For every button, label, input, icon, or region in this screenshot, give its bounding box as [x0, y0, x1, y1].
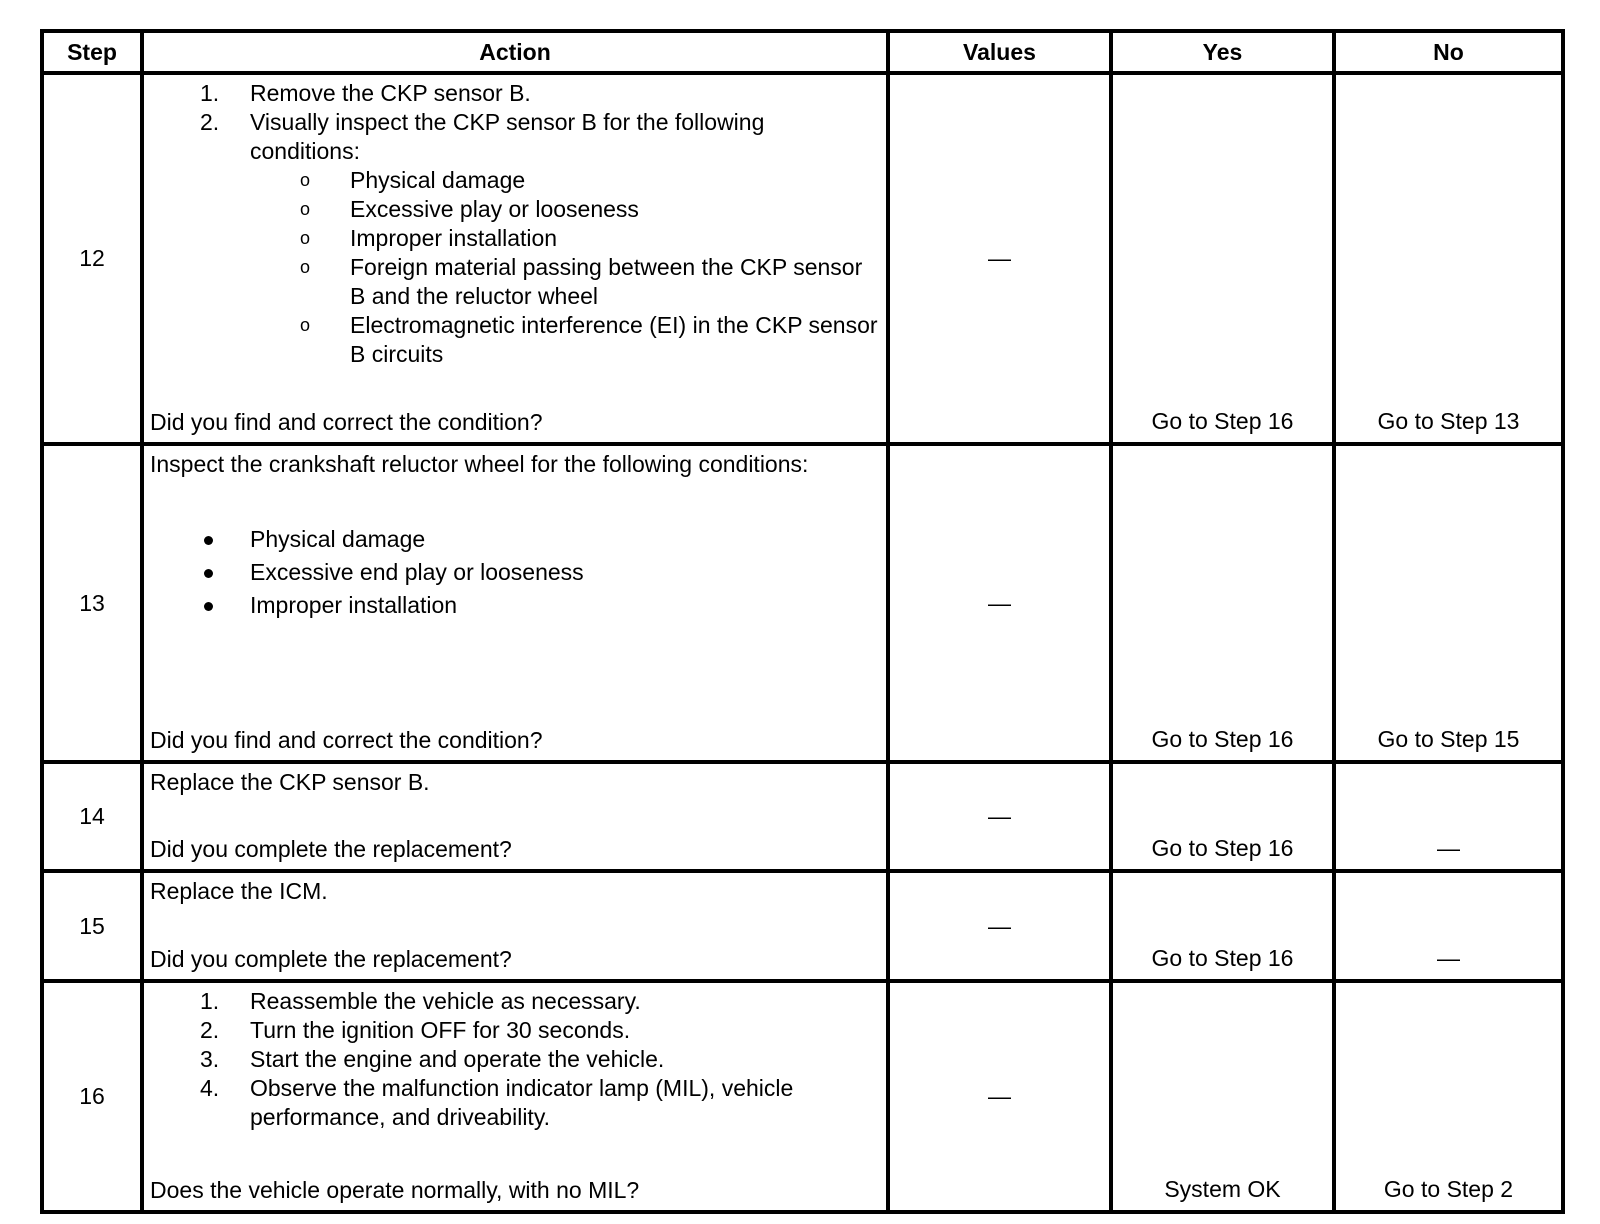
list-item: 2. Turn the ignition OFF for 30 seconds. [200, 1017, 631, 1044]
yes-cell: Go to Step 16 [1111, 444, 1334, 762]
table-row [42, 444, 1563, 762]
intro-text: Inspect the crankshaft reluctor wheel for the following conditions: [150, 451, 809, 478]
intro-text: Replace the CKP sensor B. [150, 769, 430, 796]
diagnostic-table [40, 29, 1565, 1214]
values-cell: — [888, 871, 1111, 981]
values-cell: — [888, 762, 1111, 871]
question-text: Does the vehicle operate normally, with no MIL? [150, 1177, 640, 1203]
sub-list-item: o Improper installation [300, 225, 558, 251]
question-text: Did you find and correct the condition? [150, 409, 543, 436]
action-cell [142, 762, 888, 871]
action-cell [142, 871, 888, 981]
list-item: 3. Start the engine and operate the vehicle. [200, 1046, 665, 1073]
list-item: 4. Observe the malfunction indicator lamp (MIL), vehicle performance, and driveability. [200, 1075, 794, 1131]
header-values: Values [888, 31, 1111, 73]
no-cell: Go to Step 15 [1334, 444, 1563, 762]
list-item: 2. Visually inspect the CKP sensor B for the following conditions: o Physical damage o Excessive play or looseness o Improper installation o Foreign material passing between the CKP sensor B and the reluctor wheel o Electromagnetic interference (EI) in the CKP sensor B circuits [150, 108, 880, 369]
list-item: Excessive end play or looseness [150, 556, 880, 589]
action-cell [142, 444, 888, 762]
action-cell [142, 981, 888, 1212]
list-item: Improper installation [150, 589, 880, 622]
values-cell: — [888, 444, 1111, 762]
question-text: Did you complete the replacement? [150, 836, 512, 863]
yes-cell: System OK [1111, 981, 1334, 1212]
intro-text: Replace the ICM. [150, 878, 328, 905]
table-row [42, 871, 1563, 981]
header-row [42, 31, 1563, 73]
no-cell: — [1334, 762, 1563, 871]
sub-list-item: o Foreign material passing between the CKP sensor B and the reluctor wheel [300, 254, 863, 309]
list-item: 1. Reassemble the vehicle as necessary. [200, 988, 641, 1015]
header-yes: Yes [1111, 31, 1334, 73]
step-number: 15 [42, 871, 142, 981]
values-cell: — [888, 73, 1111, 444]
header-no: No [1334, 31, 1563, 73]
values-cell: — [888, 981, 1111, 1212]
table-row [42, 73, 1563, 444]
header-action: Action [142, 31, 888, 73]
no-cell: — [1334, 871, 1563, 981]
list-item: Physical damage [150, 523, 880, 556]
table-row [42, 762, 1563, 871]
header-step: Step [42, 31, 142, 73]
step-number: 13 [42, 444, 142, 762]
no-cell: Go to Step 13 [1334, 73, 1563, 444]
no-cell: Go to Step 2 [1334, 981, 1563, 1212]
yes-cell: Go to Step 16 [1111, 762, 1334, 871]
list-item: 1. Remove the CKP sensor B. [200, 80, 531, 106]
action-cell [142, 73, 888, 444]
sub-list-item: o Physical damage [300, 167, 526, 193]
sub-list-item: o Electromagnetic interference (EI) in the CKP sensor B circuits [300, 312, 878, 367]
yes-cell: Go to Step 16 [1111, 871, 1334, 981]
question-text: Did you complete the replacement? [150, 946, 512, 973]
step-number: 12 [42, 73, 142, 444]
yes-cell: Go to Step 16 [1111, 73, 1334, 444]
step-number: 16 [42, 981, 142, 1212]
step-number: 14 [42, 762, 142, 871]
table-row [42, 981, 1563, 1212]
question-text: Did you find and correct the condition? [150, 727, 543, 754]
sub-list-item: o Excessive play or looseness [300, 196, 639, 222]
